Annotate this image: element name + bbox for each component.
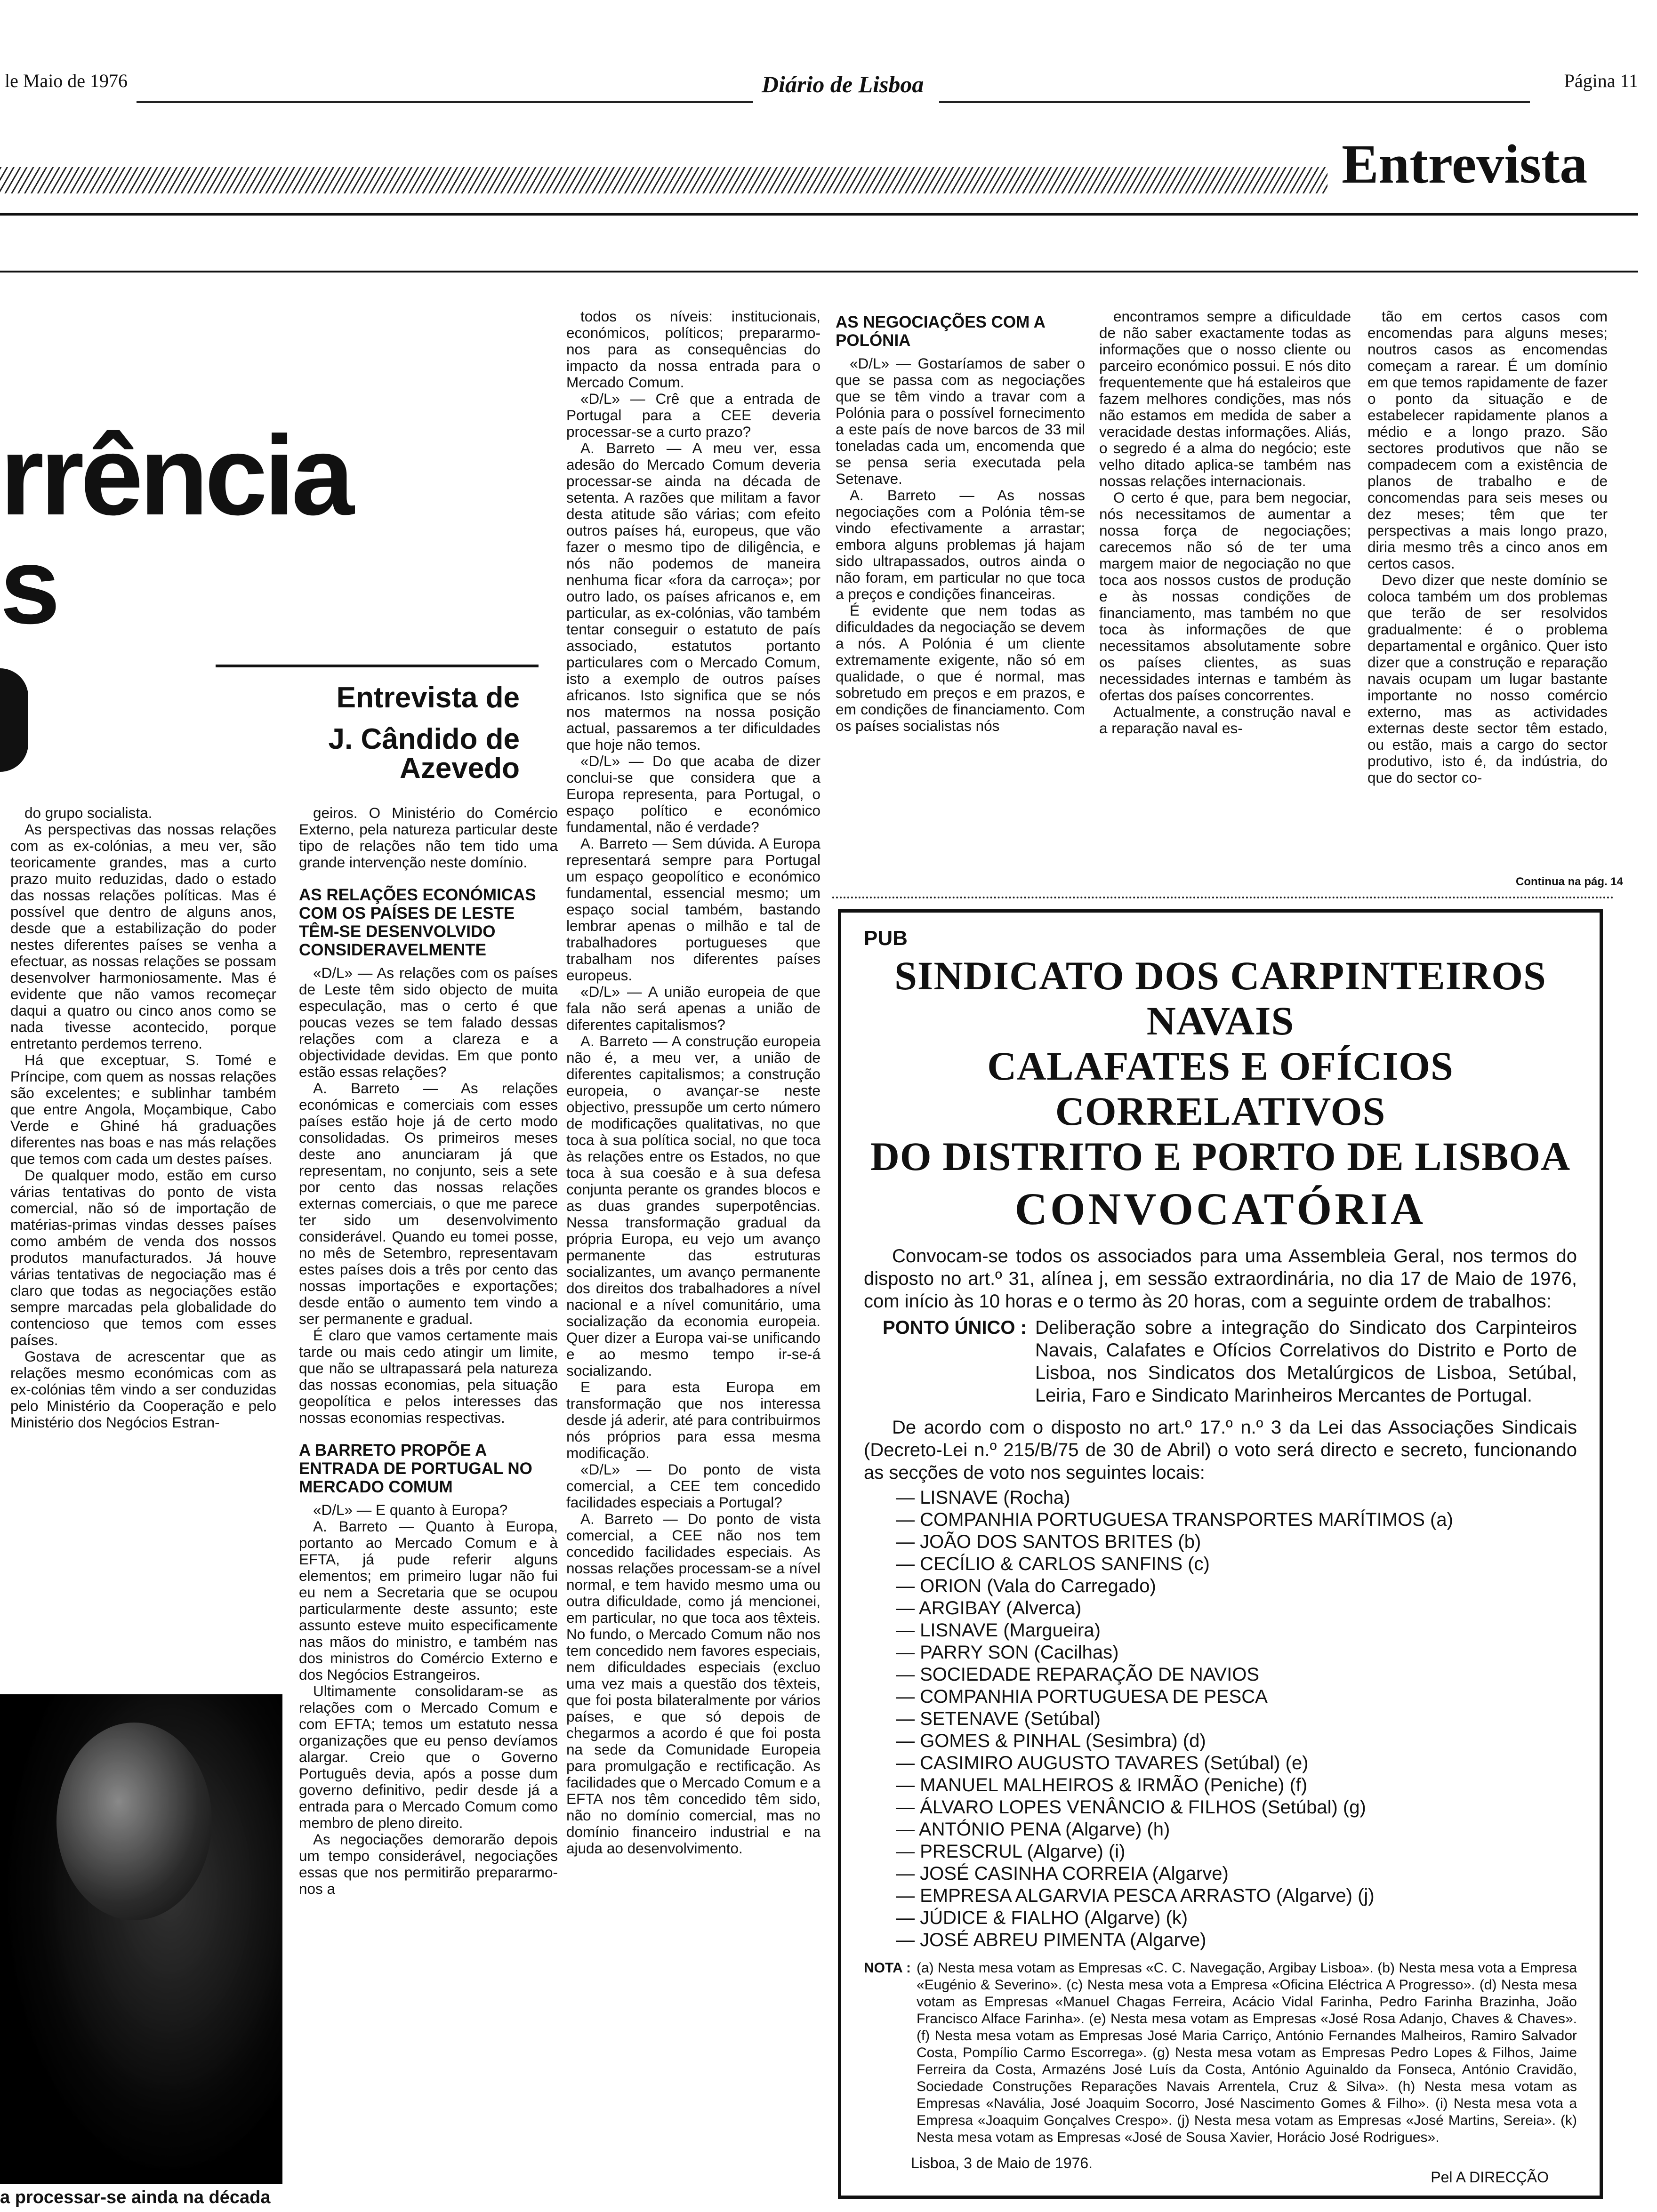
section-hatch-band <box>0 167 1327 193</box>
ad-acordo: De acordo com o disposto no art.º 17.º n.º 3 da Lei das Associações Sindicais (Decreto-Lei n.º 215/B/75 de 30 de Abril) o voto será directo e secreto, funcionando as secções de voto nos seguintes locais: <box>864 1417 1577 1483</box>
column-4-text <box>836 355 1085 734</box>
paragraph: «D/L» — Do ponto de vista comercial, a CEE tem concedido facilidades especiais a Portugal? <box>566 1461 820 1511</box>
voting-location: — JOÃO DOS SANTOS BRITES (b) <box>896 1531 1201 1552</box>
ad-title-line-1: SINDICATO DOS CARPINTEIROS NAVAIS <box>894 953 1546 1043</box>
paragraph: «D/L» — Gostaríamos de saber o que se passa com as negociações que se têm vindo a travar com a Polónia para o possível fornecimento a este país de nove barcos de 33 mil toneladas cada um, encomenda que se pensa seria executada pela Setenave. <box>836 355 1085 487</box>
subhead-leste: AS RELAÇÕES ECONÓMICAS COM OS PAÍSES DE LESTE TÊM-SE DESENVOLVIDO CONSIDERAVELMENTE <box>299 886 536 959</box>
voting-location: — JOSÉ ABREU PIMENTA (Algarve) <box>896 1930 1207 1950</box>
section-rule-bottom <box>0 271 1638 272</box>
paragraph: A. Barreto — As nossas negociações com a Polónia têm-se vindo efectivamente a arrastar; embora alguns problemas já hajam sido ultrapassados, outros ainda o não foram, em particular no que toca a preços e condições financeiras. <box>836 487 1085 602</box>
paragraph: A. Barreto — A construção europeia não é, a meu ver, a união de diferentes capitalismos; a construção europeia, o avançar-se neste objectivo, pressupõe um certo número de modificações qualitativas, no que toca à sua política social, no que toca às relações entre os Estados, no que toca à sua coesão e à sua defesa conjunta perante os grandes blocos e as duas grandes superpotências. Nessa transformação gradual da própria Europa, eu vejo um avanço permanente das estruturas socializantes, um avanço permanente dos direitos dos trabalhadores a nível nacional e a nível comunitário, uma socialização da economia europeia. Quer dizer a Europa vai-se unificando e ao mesmo tempo ir-se-á socializando. <box>566 1033 820 1379</box>
photo-caption: a processar-se ainda na década <box>0 2188 271 2207</box>
voting-location: — LISNAVE (Margueira) <box>896 1620 1101 1641</box>
paragraph: «D/L» — As relações com os países de Leste têm sido objecto de muita especulação, mas o certo é que poucas vezes se tem falado dessas relações com a clareza e a objectividade devidas. Em que ponto estão essas relações? <box>299 964 558 1080</box>
paragraph: O certo é que, para bem negociar, nós necessitamos de aumentar a nossa força de negociações; carecemos não só de ter uma margem maior de negociação no que toca aos nossos custos de produção e às nossas condições de financiamento, mas também no que toca às informações de que necessitamos absolutamente sobre os países clientes, as suas necessidades internas e também às ofertas dos países concorrentes. <box>1099 489 1351 704</box>
voting-location: — PRESCRUL (Algarve) (i) <box>896 1841 1126 1862</box>
paragraph: Devo dizer que neste domínio se coloca também um dos problemas que terão de ser resolvidos gradualmente: é o problema departamental e orgânico. Quer isto dizer que a construção e reparação navais ocupam um lugar bastante importante no nosso comércio externo, mas as actividades externas deste sector têm estado, ou estão, mais a cargo do sector produtivo, isto é, da indústria, do que do sector co- <box>1367 571 1608 786</box>
article-column-4 <box>836 308 1085 887</box>
paragraph: «D/L» — Crê que a entrada de Portugal para a CEE deveria processar-se a curto prazo? <box>566 390 820 440</box>
union-advertisement <box>838 909 1603 2199</box>
paragraph: De qualquer modo, estão em curso várias tentativas do ponto de vista comercial, não só de importação de matérias-primas vindas desses países como ambém de venda dos nossos produtos manufacturados. Já houve várias tentativas de negociação mas é claro que todas as negociações estão sempre marcadas pela globalidade do contencioso que temos com esses países. <box>10 1167 276 1348</box>
subhead-mercado-comum: A BARRETO PROPÕE A ENTRADA DE PORTUGAL NO MERCADO COMUM <box>299 1441 532 1496</box>
column-3-text <box>566 308 820 1857</box>
ad-ponto-unico <box>864 1316 1577 1407</box>
paragraph: As negociações demorarão depois um tempo considerável, negociações essas que nos permitirão prepararmo-nos a <box>299 1831 558 1897</box>
article-photo <box>0 1694 282 2184</box>
voting-location: — CECÍLIO & CARLOS SANFINS (c) <box>896 1554 1210 1574</box>
column-1-text <box>10 805 276 1431</box>
paragraph: As perspectivas das nossas relações com as ex-colónias, a meu ver, são teoricamente grandes, mas a curto prazo muito reduzidas, dado o estado das nossas relações políticas. Mas é possível que dentro de alguns anos, desde que a estabilização do poder nestes diferentes países se venha a efectuar, as nossas relações se possam desenvolver harmoniosamente. Mas é evidente que não vamos recomeçar daqui a quatro ou cinco anos como se nada tivesse acontecido, porque entretanto perdemos terreno. <box>10 821 276 1052</box>
paragraph: A. Barreto — Quanto à Europa, portanto ao Mercado Comum e à EFTA, já pude referir alguns elementos; em primeiro lugar não fui eu nem a Secretaria que se ocupou particularmente deste assunto; este assunto esteve muito especificamente nas mãos do ministro, e também nas dos ministros do Comércio Externo e dos Negócios Estrangeiros. <box>299 1518 558 1683</box>
section-rule-top <box>0 213 1638 216</box>
ad-title-line-2: CALAFATES E OFÍCIOS CORRELATIVOS <box>987 1043 1454 1134</box>
column-6-text <box>1367 308 1608 786</box>
voting-location: — ANTÓNIO PENA (Algarve) (h) <box>896 1819 1170 1840</box>
paragraph: do grupo socialista. <box>24 805 153 821</box>
paragraph: tão em certos casos com encomendas para alguns meses; noutros casos as encomendas começam a rarear. É um domínio em que temos rapidamente de fazer o ponto da situação e de estabelecer rapidamente planos a médio e a longo prazo. São sectores produtivos que não se compadecem com a existência de planos de trabalho e de concomendas para seis meses ou dez meses; têm que ter perspectivas a mais longo prazo, diria mesmo três a cinco anos em certos casos. <box>1367 308 1608 572</box>
paragraph: encontramos sempre a dificuldade de não saber exactamente todas as informações que o nosso cliente ou parceiro económico possui. E nós dito frequentemente que há estaleiros que fazem melhores condições, mas nós não estamos em medida de saber a veracidade destas informações. Aliás, o segredo é a alma do negócio; este velho ditado aplica-se também nas nossas relações internacionais. <box>1099 308 1351 489</box>
voting-location: — EMPRESA ALGARVIA PESCA ARRASTO (Algarve) (j) <box>896 1885 1375 1906</box>
column-2-leste-text <box>299 965 558 1426</box>
nota-text: (a) Nesta mesa votam as Empresas «C. C. Navegação, Argibay Lisboa». (b) Nesta mesa vota a Empresa «Eugénio & Severino». (c) Nesta mesa vota a Empresa «Oficina Eléctrica A Progresso». (d) Nesta mesa votam as Empresas «Manuel Chagas Ferreira, Acácio Vidal Farinha, Pedro Farinha Brazinha, João Francisco Alface Farinha». (e) Nesta mesa votam as Empresas «José Rosa Adanjo, Chaves & Chaves». (f) Nesta mesa votam as Empresas José Maria Carriço, António Fernandes Malheiros, Ramiro Salvador Costa, Pompílio Carmo Escorrega». (g) Nesta mesa votam as Empresas Pedro Lopes & Filhos, Jaime Ferreira da Costa, Armazéns José Luís da Costa, António Aguinaldo da Fonseca, António Cravidão, Sociedade Construções Reparações Navais Arrentela, Cruz & Silva». (h) Nesta mesa votam as Empresas «Navália, José Joaquim Socorro, José Nascimento Gomes & Filho». (i) Nesta mesa vota a Empresa «Joaquim Gonçalves Crespo». (j) Nesta mesa votam as Empresas «José Martins, Sereia». (k) Nesta mesa votam as Empresas «José de Sousa Xavier, Horácio José Rodrigues». <box>916 1960 1577 2145</box>
paragraph: todos os níveis: institucionais, económicos, políticos; prepararmo-nos para as consequências do impacto da nossa entrada para o Mercado Comum. <box>566 308 820 391</box>
voting-location: — LISNAVE (Rocha) <box>896 1487 1070 1508</box>
ad-pub-label: PUB <box>864 927 908 950</box>
paragraph: «D/L» — Do que acaba de dizer conclui-se que considera que a Europa representa, para Portugal, o espaço político e económico fundamental, não é verdade? <box>566 753 820 835</box>
headline-fragment-3 <box>0 668 28 772</box>
paragraph: A. Barreto — A meu ver, essa adesão do Mercado Comum deveria processar-se ainda na década de setenta. A razões que militam a favor desta atitude são várias; com efeito outros países há, europeus, que vão fazer o mesmo tipo de diligência, e nós não podemos de maneira nenhuma ficar «fora da carroça»; por outro lado, os países africanos e, em particular, as ex-colónias, vão também tentar conseguir o estatuto de país associado, estatutos portanto particulares com o Mercado Comum, isto a exemplo de outros países africanos. Isto significa que se nós nos matermos na nossa posição actual, passaremos a ter dificuldades que hoje não temos. <box>566 440 820 753</box>
dotted-separator <box>832 897 1614 898</box>
article-column-5 <box>1099 308 1351 887</box>
voting-location: — MANUEL MALHEIROS & IRMÃO (Peniche) (f) <box>896 1775 1308 1795</box>
continued-note: Continua na pág. 14 <box>1516 875 1624 888</box>
ponto-unico-text: Deliberação sobre a integração do Sindicato dos Carpinteiros Navais, Calafates e Ofícios Correlativos do Distrito e Porto de Lisboa, nos Sindicatos dos Metalúrgicos de Lisboa, Setúbal, Leiria, Faro e Sindicato Marinheiros Mercantes de Portugal. <box>1035 1317 1577 1406</box>
article-column-6 <box>1367 308 1608 873</box>
voting-location: — GOMES & PINHAL (Sesimbra) (d) <box>896 1731 1206 1751</box>
paragraph: Actualmente, a construção naval e a reparação naval es- <box>1099 703 1351 737</box>
nota-label: NOTA : <box>864 1960 911 1976</box>
section-title: Entrevista <box>1342 133 1588 195</box>
paragraph: Ultimamente consolidaram-se as relações com o Mercado Comum e com EFTA; temos um estatuto nessa organizações que eu penso devíamos alargar. Creio que o Governo Português devia, após a posse dum governo definitivo, pedir desde já a entrada para o Mercado Comum como membro de pleno direito. <box>299 1683 558 1831</box>
paragraph: «D/L» — A união europeia de que fala não será apenas a união de diferentes capitalismos? <box>566 983 820 1033</box>
voting-location: — COMPANHIA PORTUGUESA DE PESCA <box>896 1686 1268 1707</box>
paragraph: E para esta Europa em transformação que nos interessa desde já aderir, até para contribuirmos nós próprios para essa mesma modificação. <box>566 1378 820 1461</box>
paragraph: A. Barreto — Sem dúvida. A Europa representará sempre para Portugal um espaço geopolítico e económico fundamental, essencial mesmo; um espaço social também, bastando lembrar apenas o milhão e tal de trabalhadores portugueses que trabalham nos diferentes países europeus. <box>566 835 820 984</box>
column-2-europa-text <box>299 1502 558 1897</box>
masthead-page-number: Página 11 <box>1564 70 1638 91</box>
voting-location: — ARGIBAY (Alverca) <box>896 1598 1082 1619</box>
masthead-rule-right <box>939 101 1530 103</box>
voting-location: — CASIMIRO AUGUSTO TAVARES (Setúbal) (e) <box>896 1753 1309 1773</box>
ad-date: Lisboa, 3 de Maio de 1976. <box>911 2155 1093 2172</box>
paragraph: Há que exceptuar, S. Tomé e Príncipe, com quem as nossas relações são excelentes; e sublinhar também que entre Angola, Moçambique, Cabo Verde e Ghiné há graduações diferentes nas boas e nas más relações que temos com cada um destes países. <box>10 1051 276 1167</box>
voting-location: — COMPANHIA PORTUGUESA TRANSPORTES MARÍTIMOS (a) <box>896 1509 1453 1530</box>
ad-signature-block <box>864 2155 1577 2186</box>
voting-locations-list <box>864 1487 1577 1951</box>
column-2-intro: geiros. O Ministério do Comércio Externo, pela natureza particular deste tipo de relações não tem tido uma grande intervenção neste domínio. <box>299 805 558 871</box>
article-column-3 <box>566 308 820 2210</box>
paragraph: É claro que vamos certamente mais tarde ou mais cedo atingir um limite, que não se ultrapassará pela natureza das nossas economias, pela situação geopolítica e pelos interesses das nossas economias respectivas. <box>299 1327 558 1426</box>
headline-fragment-2: s <box>0 525 60 646</box>
masthead-date: le Maio de 1976 <box>5 70 128 91</box>
subhead-polonia: AS NEGOCIAÇÕES COM A POLÓNIA <box>836 313 1045 350</box>
paragraph: É evidente que nem todas as dificuldades da negociação se devem a nós. A Polónia é um cliente extremamente exigente, não só em qualidade, o que é normal, mas sobretudo em preços e em prazos, e em condições de financiamento. Com os países socialistas nós <box>836 602 1085 734</box>
masthead-rule-left <box>137 101 753 103</box>
paragraph: Gostava de acrescentar que as relações mesmo económicas com as ex-colónias têm vindo a ser conduzidas pelo Ministério da Cooperação e pelo Ministério dos Negócios Estran- <box>10 1348 276 1431</box>
ad-convocatoria-title: CONVOCATÓRIA <box>1014 1184 1426 1234</box>
byline-author: J. Cândido de Azevedo <box>328 723 520 785</box>
headline-fragment-1: rrência <box>0 412 351 538</box>
voting-location: — PARRY SON (Cacilhas) <box>896 1642 1119 1663</box>
paragraph: A. Barreto — Do ponto de vista comercial, a CEE não nos tem concedido facilidades especiais. As nossas relações processam-se a nível normal, e tem havido mesmo uma ou outra dificuldade, como já mencionei, em particular, no que toca aos têxteis. No fundo, o Mercado Comum não nos tem concedido nem favores especiais, nem dificuldades especiais (excluo uma vez mais a questão dos têxteis, que foi posta bilateralmente por vários países, e que só depois de chegarmos a acordo é que foi posta na sede da Comunidade Europeia para promulgação e rectificação. As facilidades que o Mercado Comum e a EFTA nos têm concedido têm sido, não no domínio comercial, mas no domínio financeiro industrial e na ajuda ao desenvolvimento. <box>566 1510 820 1857</box>
voting-location: — JOSÉ CASINHA CORREIA (Algarve) <box>896 1863 1229 1884</box>
ad-title-line-3: DO DISTRITO E PORTO DE LISBOA <box>870 1134 1571 1179</box>
voting-location: — ORION (Vala do Carregado) <box>896 1576 1156 1596</box>
masthead-title: Diário de Lisboa <box>762 71 924 97</box>
voting-location: — SOCIEDADE REPARAÇÃO DE NAVIOS <box>896 1664 1260 1685</box>
ponto-unico-label: PONTO ÚNICO : <box>883 1317 1027 1338</box>
paragraph: «D/L» — E quanto à Europa? <box>313 1501 508 1518</box>
ad-signature: Pel A DIRECÇÃO <box>1431 2169 1549 2186</box>
voting-location: — JÚDICE & FIALHO (Algarve) (k) <box>896 1907 1188 1928</box>
voting-location: — ÁLVARO LOPES VENÂNCIO & FILHOS (Setúbal) (g) <box>896 1797 1366 1818</box>
ad-intro: Convocam-se todos os associados para uma Assembleia Geral, nos termos do disposto no art.º 31, alínea j, em sessão extraordinária, no dia 17 de Maio de 1976, com início às 10 horas e o termo às 20 horas, com a seguinte ordem de trabalhos: <box>864 1246 1577 1312</box>
ad-body <box>864 1245 1577 1484</box>
byline-line-1: Entrevista de <box>336 681 520 714</box>
article-column-1 <box>10 805 276 1690</box>
column-5-text <box>1099 308 1351 737</box>
ad-nota <box>864 1960 1577 2146</box>
paragraph: A. Barreto — As relações económicas e comerciais com esses países estão hoje já de certo modo consolidadas. Os primeiros meses deste ano anunciaram já que representam, no conjunto, seis a sete por cento das nossas relações externas comerciais, o que me parece ter sido um desenvolvimento considerável. Quando eu tomei posse, no mês de Setembro, representavam estes países dois a três por cento das nossas importações e exportações; desde então o aumento tem vindo a ser permanente e gradual. <box>299 1080 558 1327</box>
article-column-2 <box>299 805 558 2207</box>
voting-location: — SETENAVE (Setúbal) <box>896 1708 1101 1729</box>
